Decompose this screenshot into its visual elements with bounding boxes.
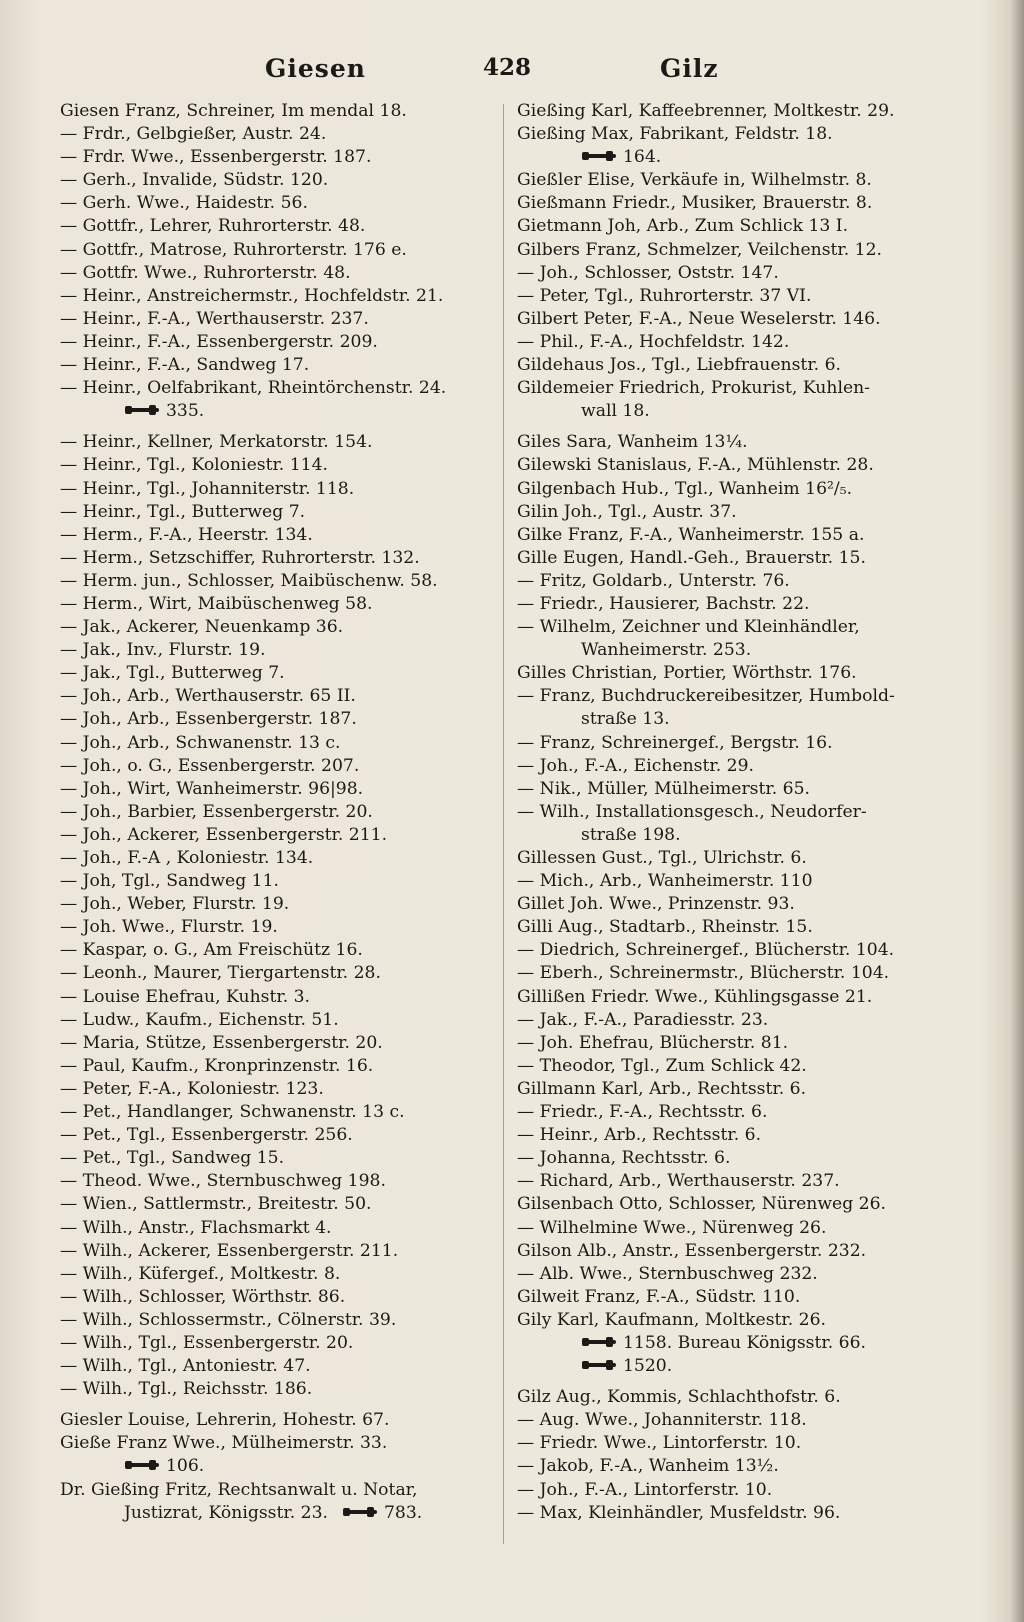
telephone-icon	[342, 1503, 378, 1517]
directory-entry: — Joh., Ackerer, Essenbergerstr. 211.	[60, 824, 388, 845]
directory-entry: — Heinr., Tgl., Butterweg 7.	[60, 501, 306, 522]
telephone-icon	[581, 1333, 617, 1347]
directory-entry: — Joh., Arb., Schwanenstr. 13 c.	[60, 732, 341, 753]
directory-entry: — Gottfr. Wwe., Ruhrorterstr. 48.	[60, 262, 351, 283]
directory-entry: Giesler Louise, Lehrerin, Hohestr. 67.	[60, 1410, 390, 1431]
phone-number: 106.	[166, 1456, 205, 1477]
directory-entry: — Kaspar, o. G., Am Freischütz 16.	[60, 940, 363, 961]
directory-entry: — Joh., Barbier, Essenbergerstr. 20.	[60, 801, 373, 822]
directory-entry: Gilz Aug., Kommis, Schlachthofstr. 6.	[517, 1387, 841, 1408]
directory-entry: — Gerh., Invalide, Südstr. 120.	[60, 170, 329, 191]
directory-entry: Gieße Franz Wwe., Mülheimerstr. 33.	[60, 1433, 388, 1454]
entry-continuation	[517, 708, 943, 731]
directory-entry: — Heinr., F.-A., Essenbergerstr. 209.	[60, 331, 378, 352]
directory-entry: Gily Karl, Kaufmann, Moltkestr. 26.	[517, 1309, 827, 1330]
directory-entry: — Wilhelmine Wwe., Nürenweg 26.	[517, 1217, 827, 1238]
telephone-icon	[124, 1456, 160, 1470]
continuation-text: Justizrat, Königsstr. 23.	[124, 1502, 328, 1523]
directory-entry: — Jak., Inv., Flurstr. 19.	[60, 640, 266, 661]
telephone-icon	[581, 147, 617, 161]
directory-entry: Gillet Joh. Wwe., Prinzenstr. 93.	[517, 894, 795, 915]
directory-entry: Gilbert Peter, F.-A., Neue Weselerstr. 146.	[517, 308, 881, 329]
directory-entry: — Joh. Ehefrau, Blücherstr. 81.	[517, 1032, 789, 1053]
directory-entry: — Joh., Weber, Flurstr. 19.	[60, 894, 290, 915]
directory-entry: — Phil., F.-A., Hochfeldstr. 142.	[517, 331, 790, 352]
directory-entry: — Gerh. Wwe., Haidestr. 56.	[60, 193, 308, 214]
directory-entry: — Pet., Handlanger, Schwanenstr. 13 c.	[60, 1102, 405, 1123]
directory-entry: — Joh., Arb., Essenbergerstr. 187.	[60, 709, 357, 730]
directory-entry: — Wien., Sattlermstr., Breitestr. 50.	[60, 1194, 372, 1215]
continuation-text: straße 198.	[581, 824, 681, 845]
phone-number: 335.	[166, 401, 205, 422]
directory-entry: — Friedr. Wwe., Lintorferstr. 10.	[517, 1433, 802, 1454]
directory-entry: — Paul, Kaufm., Kronprinzenstr. 16.	[60, 1055, 374, 1076]
directory-entry: Gießmann Friedr., Musiker, Brauerstr. 8.	[517, 193, 873, 214]
directory-entry: — Diedrich, Schreinergef., Blücherstr. 104.	[517, 940, 895, 961]
page-number: 428	[483, 54, 532, 81]
directory-entry: — Frdr., Gelbgießer, Austr. 24.	[60, 124, 327, 145]
directory-entry: — Peter, Tgl., Ruhrorterstr. 37 VI.	[517, 285, 812, 306]
directory-entry: — Gottfr., Lehrer, Ruhrorterstr. 48.	[60, 216, 366, 237]
directory-entry: Gillessen Gust., Tgl., Ulrichstr. 6.	[517, 848, 807, 868]
directory-entry: Gießing Max, Fabrikant, Feldstr. 18.	[517, 124, 833, 145]
directory-entry: — Frdr. Wwe., Essenbergerstr. 187.	[60, 147, 372, 168]
directory-entry: — Jak., Ackerer, Neuenkamp 36.	[60, 617, 344, 638]
directory-entry: — Gottfr., Matrose, Ruhrorterstr. 176 e.	[60, 239, 407, 260]
directory-entry: — Heinr., Anstreichermstr., Hochfeldstr. 21.	[60, 285, 444, 306]
directory-entry: — Joh, Tgl., Sandweg 11.	[60, 871, 280, 892]
header-first-name: Giesen	[265, 54, 366, 83]
directory-entry: Gilli Aug., Stadtarb., Rheinstr. 15.	[517, 917, 813, 938]
directory-entry: — Eberh., Schreinermstr., Blücherstr. 104.	[517, 963, 890, 984]
directory-entry: Gilbers Franz, Schmelzer, Veilchenstr. 12.	[517, 239, 883, 260]
directory-entry: Gilsenbach Otto, Schlosser, Nürenweg 26.	[517, 1194, 887, 1215]
directory-entry: — Joh., F.-A , Koloniestr. 134.	[60, 848, 314, 868]
directory-entry: — Alb. Wwe., Sternbuschweg 232.	[517, 1263, 818, 1284]
directory-entry: — Jak., F.-A., Paradiesstr. 23.	[517, 1009, 769, 1030]
entry-continuation	[517, 639, 943, 662]
directory-entry: Gietmann Joh, Arb., Zum Schlick 13 I.	[517, 216, 849, 237]
page-header	[60, 54, 960, 94]
directory-entry: — Maria, Stütze, Essenbergerstr. 20.	[60, 1032, 383, 1053]
directory-entry: — Heinr., Tgl., Johanniterstr. 118.	[60, 478, 355, 499]
directory-entry: — Johanna, Rechtsstr. 6.	[517, 1148, 731, 1169]
directory-entry: — Wilh., Tgl., Antoniestr. 47.	[60, 1356, 311, 1377]
directory-entry: — Wilh., Tgl., Reichsstr. 186.	[60, 1379, 313, 1400]
directory-entry: — Heinr., Kellner, Merkatorstr. 154.	[60, 432, 373, 453]
directory-entry: — Friedr., F.-A., Rechtsstr. 6.	[517, 1102, 768, 1123]
directory-entry: — Franz, Buchdruckereibesitzer, Humbold-	[517, 686, 895, 707]
directory-entry: — Theod. Wwe., Sternbuschweg 198.	[60, 1171, 386, 1192]
directory-entry: — Max, Kleinhändler, Musfeldstr. 96.	[517, 1502, 841, 1523]
directory-entry: — Wilh., Anstr., Flachsmarkt 4.	[60, 1217, 332, 1238]
directory-entry: — Heinr., F.-A., Werthauserstr. 237.	[60, 308, 369, 329]
phone-line	[60, 400, 492, 423]
directory-entry: — Mich., Arb., Wanheimerstr. 110	[517, 871, 813, 892]
directory-entry: — Heinr., Tgl., Koloniestr. 114.	[60, 455, 329, 476]
entry-continuation	[60, 1502, 492, 1525]
directory-entry: Gilson Alb., Anstr., Essenbergerstr. 232.	[517, 1240, 867, 1261]
phone-number: 1520.	[623, 1356, 673, 1377]
directory-entry: Giles Sara, Wanheim 13¼.	[517, 432, 748, 453]
directory-entry: Gille Eugen, Handl.-Geh., Brauerstr. 15.	[517, 547, 866, 568]
entry-continuation	[517, 400, 943, 423]
directory-entry: Gilles Christian, Portier, Wörthstr. 176.	[517, 663, 857, 684]
directory-entry: — Pet., Tgl., Sandweg 15.	[60, 1148, 285, 1169]
directory-entry: — Joh., F.-A., Lintorferstr. 10.	[517, 1479, 773, 1500]
directory-entry: Gilke Franz, F.-A., Wanheimerstr. 155 a.	[517, 524, 865, 545]
directory-entry: Gießler Elise, Verkäufe in, Wilhelmstr. 8.	[517, 170, 872, 191]
phone-number: 164.	[623, 147, 662, 168]
directory-entry: Gilgenbach Hub., Tgl., Wanheim 16²/₅.	[517, 478, 853, 499]
telephone-icon	[581, 1356, 617, 1370]
directory-entry: — Heinr., F.-A., Sandweg 17.	[60, 355, 310, 376]
directory-entry: — Pet., Tgl., Essenbergerstr. 256.	[60, 1125, 353, 1146]
continuation-text: Wanheimerstr. 253.	[581, 640, 752, 661]
directory-entry: — Joh., Schlosser, Oststr. 147.	[517, 262, 779, 283]
directory-entry: Gilin Joh., Tgl., Austr. 37.	[517, 501, 737, 522]
entry-continuation	[517, 824, 943, 847]
directory-entry: — Herm., Wirt, Maibüschenweg 58.	[60, 593, 373, 614]
column-divider	[503, 104, 504, 1544]
directory-entry: — Wilh., Küfergef., Moltkestr. 8.	[60, 1263, 341, 1284]
directory-entry: — Wilh., Schlossermstr., Cölnerstr. 39.	[60, 1309, 397, 1330]
directory-entry: — Wilh., Tgl., Essenbergerstr. 20.	[60, 1332, 354, 1353]
phone-line	[60, 1455, 492, 1478]
directory-entry: — Heinr., Oelfabrikant, Rheintörchenstr. 24.	[60, 378, 447, 399]
header-last-name: Gilz	[660, 54, 719, 83]
directory-entry: — Fritz, Goldarb., Unterstr. 76.	[517, 570, 790, 591]
directory-entry: Gießing Karl, Kaffeebrenner, Moltkestr. 29.	[517, 101, 895, 121]
directory-entry: — Ludw., Kaufm., Eichenstr. 51.	[60, 1009, 339, 1030]
directory-entry: — Theodor, Tgl., Zum Schlick 42.	[517, 1055, 807, 1076]
phone-number: 783.	[383, 1502, 423, 1523]
directory-entry: Giesen Franz, Schreiner, Im mendal 18.	[60, 101, 407, 121]
directory-entry: — Jakob, F.-A., Wanheim 13½.	[517, 1456, 779, 1477]
directory-entry: — Louise Ehefrau, Kuhstr. 3.	[60, 986, 311, 1007]
phone-line	[517, 1332, 943, 1355]
directory-entry: — Joh., F.-A., Eichenstr. 29.	[517, 755, 754, 776]
directory-entry: — Heinr., Arb., Rechtsstr. 6.	[517, 1125, 762, 1146]
directory-entry: Gilewski Stanislaus, F.-A., Mühlenstr. 28.	[517, 455, 874, 476]
directory-entry: — Nik., Müller, Mülheimerstr. 65.	[517, 778, 810, 799]
directory-entry: — Wilh., Installationsgesch., Neudorfer-	[517, 801, 867, 822]
directory-entry: — Joh., o. G., Essenbergerstr. 207.	[60, 755, 360, 776]
left-column	[60, 100, 492, 1525]
directory-entry: — Wilh., Schlosser, Wörthstr. 86.	[60, 1286, 346, 1307]
directory-entry: — Aug. Wwe., Johanniterstr. 118.	[517, 1410, 807, 1431]
directory-entry: Gildemeier Friedrich, Prokurist, Kuhlen-	[517, 378, 870, 399]
directory-entry: — Richard, Arb., Werthauserstr. 237.	[517, 1171, 840, 1192]
directory-entry: Gillmann Karl, Arb., Rechtsstr. 6.	[517, 1078, 807, 1099]
directory-entry: — Leonh., Maurer, Tiergartenstr. 28.	[60, 963, 381, 984]
directory-entry: — Joh., Arb., Werthauserstr. 65 II.	[60, 686, 356, 707]
directory-entry: Gildehaus Jos., Tgl., Liebfrauenstr. 6.	[517, 355, 841, 376]
directory-entry: Gilweit Franz, F.-A., Südstr. 110.	[517, 1286, 801, 1307]
continuation-text: straße 13.	[581, 709, 670, 730]
phone-line	[517, 1355, 943, 1378]
phone-line	[517, 146, 943, 169]
right-column	[517, 100, 943, 1525]
telephone-icon	[124, 401, 160, 415]
directory-entry: — Wilhelm, Zeichner und Kleinhändler,	[517, 617, 860, 638]
phone-number: 1158. Bureau Königsstr. 66.	[623, 1332, 866, 1353]
directory-entry: — Peter, F.-A., Koloniestr. 123.	[60, 1078, 324, 1099]
directory-entry: — Jak., Tgl., Butterweg 7.	[60, 663, 285, 684]
directory-entry: — Joh., Wirt, Wanheimerstr. 96|98.	[60, 778, 364, 799]
directory-entry: — Friedr., Hausierer, Bachstr. 22.	[517, 593, 810, 614]
directory-entry: Gillißen Friedr. Wwe., Kühlingsgasse 21.	[517, 986, 873, 1007]
directory-entry: — Franz, Schreinergef., Bergstr. 16.	[517, 732, 833, 753]
directory-entry: — Herm., F.-A., Heerstr. 134.	[60, 524, 313, 545]
directory-entry: — Herm., Setzschiffer, Ruhrorterstr. 132.	[60, 547, 420, 568]
directory-entry: — Joh. Wwe., Flurstr. 19.	[60, 917, 278, 938]
continuation-text: wall 18.	[581, 401, 650, 422]
directory-entry: Dr. Gießing Fritz, Rechtsanwalt u. Notar,	[60, 1479, 418, 1500]
directory-entry: — Wilh., Ackerer, Essenbergerstr. 211.	[60, 1240, 399, 1261]
directory-entry: — Herm. jun., Schlosser, Maibüschenw. 58.	[60, 570, 438, 591]
